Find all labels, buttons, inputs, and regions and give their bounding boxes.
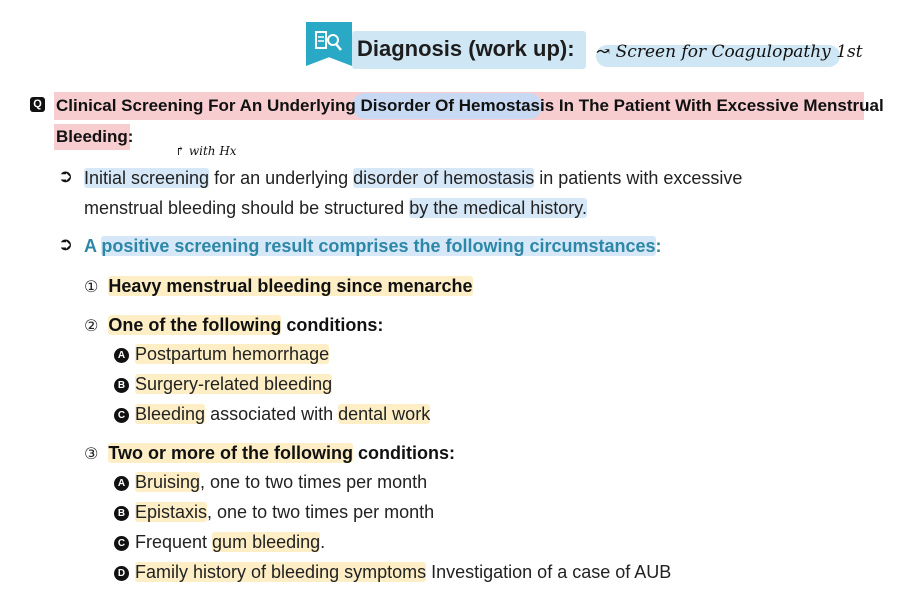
item2-sub-c-text: Bleeding <box>135 404 206 424</box>
item3-sub-a-text: Bruising <box>135 472 201 492</box>
bullet1-line2 <box>84 198 587 219</box>
handwritten-small-note: ↱ with Hx <box>175 144 237 158</box>
question-text-a: Clinical Screening For An Underlying <box>56 96 361 115</box>
item3-sub-c-text3: . <box>320 532 326 552</box>
item2-sub-a <box>114 344 329 365</box>
item2-text-a: One of the following <box>108 315 282 335</box>
question-icon: Q <box>30 97 45 112</box>
badge-a-icon: A <box>114 476 129 491</box>
badge-b-icon: B <box>114 506 129 521</box>
section-title: Diagnosis (work up): <box>357 36 575 61</box>
item1 <box>84 276 473 297</box>
item3 <box>84 443 455 464</box>
book-search-icon <box>306 22 352 66</box>
bullet1-term3: by the medical history. <box>409 198 587 218</box>
item3-sub-d-text2: Investigation of a case of AUB <box>426 562 672 582</box>
item1-number: ① <box>84 279 99 296</box>
item2-text-b: conditions: <box>281 315 384 335</box>
arrow-bullet-icon: ➲ <box>58 166 74 186</box>
item3-text-a: Two or more of the following <box>108 443 354 463</box>
handwritten-note: ↝ Screen for Coagulopathy 1st <box>596 42 863 62</box>
item1-text: Heavy menstrual bleeding since menarche <box>108 276 473 296</box>
badge-a-icon: A <box>114 348 129 363</box>
bullet2 <box>84 236 662 257</box>
item3-number: ③ <box>84 446 99 463</box>
question-line2: Bleeding: <box>56 127 134 146</box>
bullet1-text3: menstrual bleeding should be structured <box>84 198 410 218</box>
item2-number: ② <box>84 318 99 335</box>
item3-sub-c-text2: gum bleeding <box>212 532 321 552</box>
item2-sub-b <box>114 374 332 395</box>
item3-text-b: conditions: <box>353 443 456 463</box>
question-text-b: Disorder Of Hemostasis <box>360 96 555 115</box>
bullet1-term: Initial screening <box>84 168 210 188</box>
question-text-c: In The Patient With Excessive Menstrual <box>554 96 884 115</box>
item3-sub-c-text: Frequent <box>135 532 213 552</box>
badge-d-icon: D <box>114 566 129 581</box>
item3-sub-b-text: Epistaxis <box>135 502 208 522</box>
item2-sub-c <box>114 404 430 425</box>
item3-sub-a <box>114 472 427 493</box>
item3-sub-d-text: Family history of bleeding symptoms <box>135 562 427 582</box>
badge-c-icon: C <box>114 536 129 551</box>
item3-sub-a-text2: , one to two times per month <box>200 472 428 492</box>
item3-sub-c <box>114 532 325 553</box>
badge-c-icon: C <box>114 408 129 423</box>
arrow-bullet-icon: ➲ <box>58 234 74 254</box>
item3-sub-b-text2: , one to two times per month <box>207 502 435 522</box>
item2 <box>84 315 383 336</box>
badge-b-icon: B <box>114 378 129 393</box>
bullet2-a: A <box>84 236 102 256</box>
bullet1-term2: disorder of hemostasis <box>353 168 535 188</box>
item2-sub-b-text: Surgery-related bleeding <box>135 374 333 394</box>
item2-sub-a-text: Postpartum hemorrhage <box>135 344 330 364</box>
bullet1-text: for an underlying <box>209 168 354 188</box>
item2-sub-c-text2: associated with <box>205 404 339 424</box>
bullet2-c: : <box>655 236 662 256</box>
question-line1 <box>56 96 884 116</box>
item3-sub-b <box>114 502 434 523</box>
bullet1-line1 <box>84 168 742 189</box>
bullet2-b: positive screening result comprises the following circumstances <box>101 236 656 256</box>
item3-sub-d <box>114 562 671 583</box>
item2-sub-c-text3: dental work <box>338 404 431 424</box>
bullet1-text2: in patients with excessive <box>534 168 743 188</box>
